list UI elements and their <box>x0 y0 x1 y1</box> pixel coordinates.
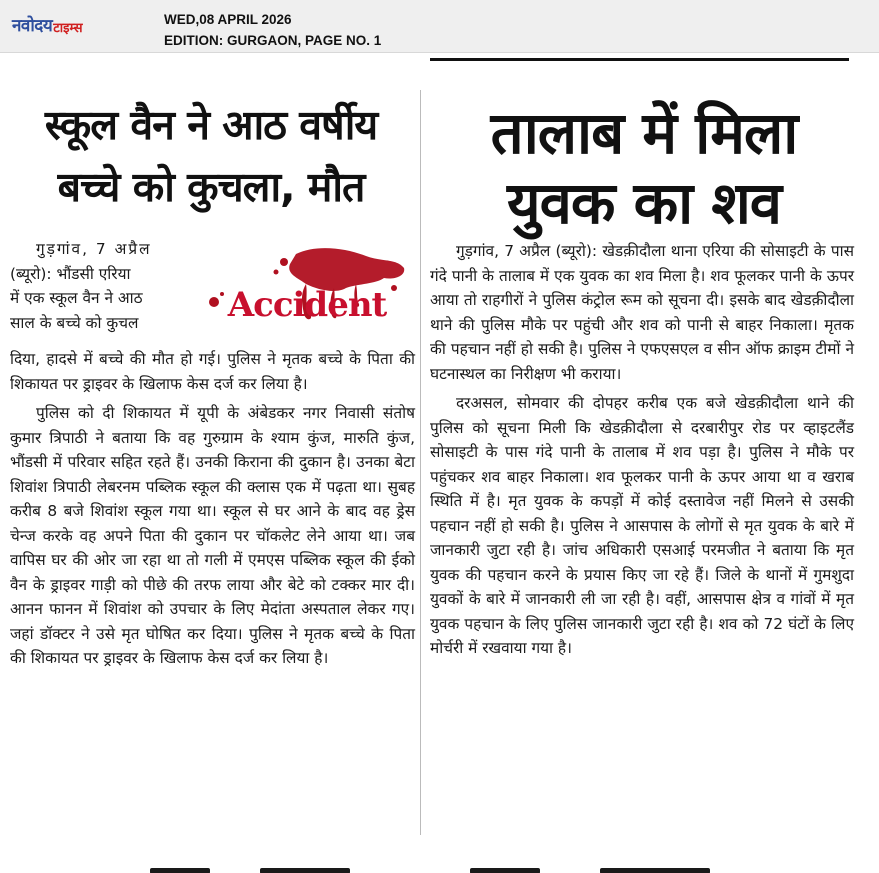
accident-label: Accident <box>227 285 387 325</box>
right-headline-line2: युवक का शव <box>506 169 782 237</box>
left-headline-line2: बच्चे को कुचला, मौत <box>57 163 365 211</box>
edition-info <box>164 9 381 51</box>
edition-date: WED,08 APRIL 2026 <box>164 12 292 27</box>
left-body <box>10 347 415 671</box>
left-headline <box>6 94 416 218</box>
right-headline-line1: तालाब में मिला <box>490 99 798 167</box>
right-para2: दरअसल, सोमवार की दोपहर करीब एक बजे खेडक़ीदौला थाने की पुलिस को सूचना मिली कि खेडक़ीदौला से दरबारीपुर रोड पर व्हाइटलैंड सोसाइटी के पास गंदे पानी के तालाब में शव पड़ा है। पुलिस ने मौके पर पहुंचकर शव बाहर निकाला। शव फूलकर पानी के ऊपर आया था व खराब स्थिति में है। मृत युवक के कपड़ों में कोई दस्तावेज नहीं मिलने से उसकी पहचान नहीं हो सकी है। पुलिस ने आसपास के लोगों से मृत युवक के बारे में जानकारी जुटा रही है। जांच अधिकारी एसआई परमजीत ने बताया कि मृत युवक की पहचान करने के प्रयास किए जा रहे हैं। जिले के थानों में गुमशुदा युवकों के बारे में जानकारी ली जा रही है। वहीं, आसपास क्षेत्र व गांवों में मृत युवक पहचान के लिए पुलिस जानकारी जुटा रही है। शव को 72 घंटों के लिए मोर्चरी में रखवाया गया है। <box>430 394 854 657</box>
left-para1-cont: दिया, हादसे में बच्चे की मौत हो गई। पुलिस ने मृतक बच्चे के पिता की शिकायत पर ड्राइवर के खिलाफ केस दर्ज कर लिया है। <box>10 350 415 393</box>
newspaper-logo[interactable] <box>12 10 83 36</box>
column-top-rule <box>430 58 849 61</box>
edition-name: EDITION: GURGAON, PAGE NO. 1 <box>164 33 382 48</box>
left-intro <box>10 237 202 335</box>
right-body <box>430 239 854 661</box>
left-para2: पुलिस को दी शिकायत में यूपी के अंबेडकर नगर निवासी संतोष कुमार त्रिपाठी ने बताया कि वह गुरुग्राम के श्याम कुंज, मारुति कुंज, भौंडसी में परिवार सहित रहते हैं। उनकी किराना की दुकान है। उनका बेटा शिवांश त्रिपाठी लेबरनम पब्लिक स्कूल की क्लास एक में पढ़ता था। सुबह करीब 8 बजे शिवांश स्कूल गया था। स्कूल से घर आने के बाद वह ड्रेस चेन्ज करके वह अपने पिता की दुकान पर चॉकलेट लेने आया था। जब वापिस घर की ओर जा रहा था तो गली में एमएस पब्लिक स्कूल की ईको वैन के ड्राइवर गाड़ी को पीछे की तरफ लाया और बेटे को टक्कर मार दी। आनन फानन में शिवांश को उपचार के लिए मेदांता अस्पताल लेकर गए। जहां डॉक्टर ने उसे मृत घोषित कर दिया। पुलिस ने मृतक बच्चे के पिता की शिकायत पर ड्राइवर के खिलाफ केस दर्ज कर लिया है। <box>10 404 415 667</box>
left-intro-line3: में एक स्कूल वैन ने आठ <box>10 289 143 307</box>
next-article-edge <box>0 862 879 873</box>
right-headline <box>424 98 864 238</box>
logo-sub-text: टाइम्स <box>53 21 83 36</box>
column-divider <box>420 90 421 835</box>
left-headline-line1: स्कूल वैन ने आठ वर्षीय <box>44 101 378 149</box>
left-intro-line2: (ब्यूरो): भौंडसी एरिया <box>10 264 131 283</box>
right-para1: गुड़गांव, 7 अप्रैल (ब्यूरो): खेडक़ीदौला थाना एरिया की सोसाइटी के पास गंदे पानी के तालाब में एक युवक का शव मिला है। शव फूलकर पानी के ऊपर आया तो राहगीरों ने पुलिस कंट्रोल रूम को सूचना दी। इसके बाद खेडक़ीदौला थाने की पुलिस मौके पर पहुंची और शव को पानी से बाहर निकाला। मृतक की पहचान नहीं हो सकी है। पुलिस ने एफएसएल व सीन ऑफ क्राइम टीमों ने घटनास्थल का निरीक्षण भी कराया। <box>430 242 854 383</box>
left-intro-line4: साल के बच्चे को कुचल <box>10 313 139 332</box>
left-intro-line1: गुड़गांव, 7 अप्रैल <box>36 240 152 258</box>
page-header <box>0 0 879 53</box>
logo-main-text: नवोदय <box>12 16 53 36</box>
